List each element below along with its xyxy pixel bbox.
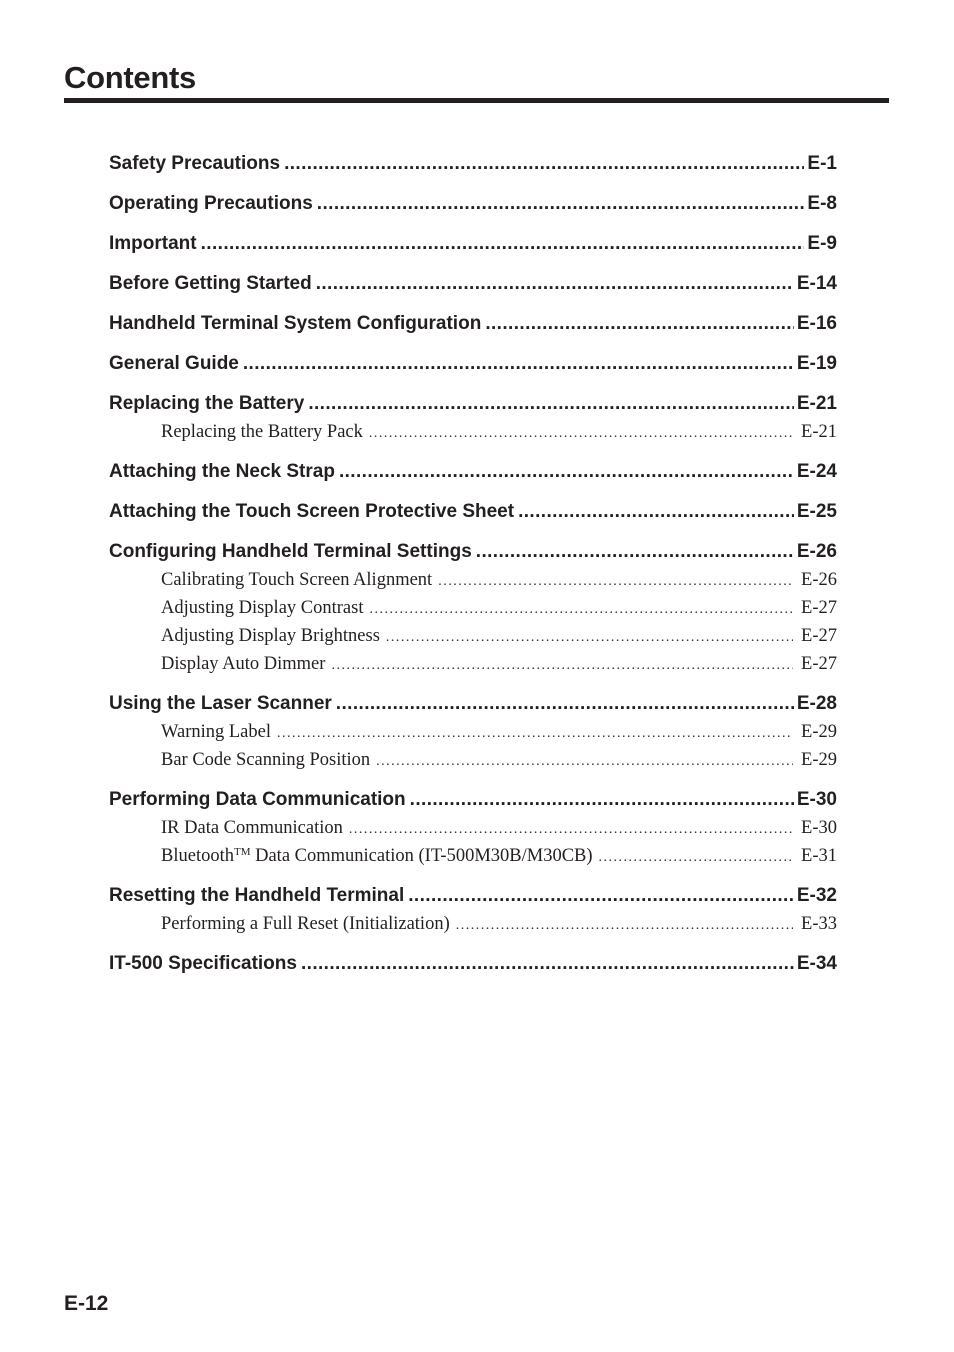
toc-subentry-title [161, 418, 363, 446]
toc-entry[interactable] [109, 458, 837, 486]
toc-section [109, 786, 837, 870]
toc-subentry[interactable] [109, 814, 837, 842]
toc-subentry-title-text: Bar Code Scanning Position [161, 750, 371, 770]
toc-entry-page: E-21 [796, 393, 837, 414]
toc-subentry-page: E-27 [801, 654, 837, 674]
toc-entry-title: Handheld Terminal System Configuration [109, 313, 482, 334]
toc-subentry-page: E-29 [801, 750, 837, 770]
toc-section [109, 390, 837, 446]
toc-section [109, 458, 837, 486]
toc-subentry-title [161, 814, 343, 842]
table-of-contents [109, 150, 837, 990]
toc-subentry[interactable] [109, 566, 837, 594]
toc-subentry-page: E-33 [801, 914, 837, 934]
page-title: Contents [64, 60, 196, 95]
toc-entry-title: Important [109, 233, 197, 254]
dot-leader [476, 538, 794, 566]
dot-leader [599, 844, 793, 872]
toc-subentry-title [161, 650, 325, 678]
dot-leader [518, 498, 794, 526]
toc-subentry-page: E-26 [801, 570, 837, 590]
toc-entry-page: E-32 [796, 885, 837, 906]
toc-entry-page: E-9 [807, 233, 837, 254]
toc-section [109, 190, 837, 218]
toc-subentry-title-text: Adjusting Display Contrast [161, 598, 364, 618]
dot-leader [284, 150, 804, 178]
toc-entry[interactable] [109, 150, 837, 178]
toc-section [109, 230, 837, 258]
toc-entry-page: E-14 [796, 273, 837, 294]
toc-entry-title: Using the Laser Scanner [109, 693, 332, 714]
dot-leader [331, 652, 793, 680]
toc-subentry-title [161, 718, 271, 746]
toc-entry[interactable] [109, 950, 837, 978]
toc-subentry-title [161, 842, 593, 870]
dot-leader [301, 950, 794, 978]
toc-subentry-page: E-27 [801, 598, 837, 618]
toc-subentry-title [161, 566, 432, 594]
toc-entry[interactable] [109, 310, 837, 338]
dot-leader [201, 230, 805, 258]
toc-entry[interactable] [109, 190, 837, 218]
toc-entry-page: E-8 [807, 193, 837, 214]
dot-leader [386, 624, 793, 652]
toc-subentry-title [161, 910, 450, 938]
toc-section [109, 950, 837, 978]
toc-entry-title: Safety Precautions [109, 153, 281, 174]
page-number: E-12 [64, 1292, 109, 1315]
dot-leader [277, 720, 793, 748]
toc-subentry-title-rest: Data Communication (IT-500M30B/M30CB) [250, 846, 593, 866]
dot-leader [485, 310, 794, 338]
toc-entry-title: Resetting the Handheld Terminal [109, 885, 405, 906]
toc-entry-page: E-19 [796, 353, 837, 374]
toc-entry-title: IT-500 Specifications [109, 953, 297, 974]
toc-subentry-title-text: IR Data Communication [161, 818, 343, 838]
toc-entry[interactable] [109, 786, 837, 814]
toc-section [109, 690, 837, 774]
toc-entry-page: E-16 [796, 313, 837, 334]
toc-subentry-title-text: Bluetooth [161, 846, 234, 866]
toc-subentry[interactable] [109, 842, 837, 870]
toc-subentry-title-text: Display Auto Dimmer [161, 654, 326, 674]
toc-entry-title: Replacing the Battery [109, 393, 305, 414]
dot-leader [317, 190, 805, 218]
toc-subentry-title-text: Adjusting Display Brightness [161, 626, 380, 646]
dot-leader [369, 596, 793, 624]
dot-leader [308, 390, 794, 418]
toc-subentry-page: E-27 [801, 626, 837, 646]
toc-entry-page: E-30 [796, 789, 837, 810]
toc-subentry-title [161, 622, 380, 650]
toc-entry[interactable] [109, 390, 837, 418]
toc-section [109, 882, 837, 938]
dot-leader [376, 748, 793, 776]
toc-subentry[interactable] [109, 622, 837, 650]
toc-entry[interactable] [109, 498, 837, 526]
toc-subentry-title [161, 594, 363, 622]
toc-entry[interactable] [109, 690, 837, 718]
dot-leader [369, 420, 793, 448]
toc-entry-title: Configuring Handheld Terminal Settings [109, 541, 472, 562]
toc-subentry-title-text: Calibrating Touch Screen Alignment [161, 570, 433, 590]
toc-section [109, 538, 837, 678]
toc-subentry[interactable] [109, 746, 837, 774]
toc-entry-page: E-25 [796, 501, 837, 522]
toc-subentry[interactable] [109, 594, 837, 622]
toc-section [109, 310, 837, 338]
toc-entry-title: General Guide [109, 353, 239, 374]
toc-entry[interactable] [109, 882, 837, 910]
toc-subentry-title-text: Performing a Full Reset (Initialization) [161, 914, 450, 934]
toc-subentry-page: E-29 [801, 722, 837, 742]
toc-subentry-page: E-30 [801, 818, 837, 838]
toc-section [109, 150, 837, 178]
toc-entry-title: Attaching the Neck Strap [109, 461, 335, 482]
toc-subentry-title-text: Replacing the Battery Pack [161, 422, 363, 442]
toc-subentry[interactable] [109, 418, 837, 446]
toc-section [109, 498, 837, 526]
dot-leader [316, 270, 794, 298]
toc-entry-page: E-28 [796, 693, 837, 714]
toc-entry-title: Performing Data Communication [109, 789, 406, 810]
toc-subentry-title-text: Warning Label [161, 722, 271, 742]
toc-subentry-title [161, 746, 370, 774]
toc-entry[interactable] [109, 230, 837, 258]
dot-leader [336, 690, 794, 718]
dot-leader [410, 786, 794, 814]
toc-entry-title: Attaching the Touch Screen Protective Sheet [109, 501, 515, 522]
toc-subentry[interactable] [109, 910, 837, 938]
toc-entry-page: E-26 [796, 541, 837, 562]
dot-leader [349, 816, 793, 844]
toc-subentry-page: E-21 [801, 422, 837, 442]
toc-entry[interactable] [109, 538, 837, 566]
toc-section [109, 270, 837, 298]
toc-subentry-page: E-31 [801, 846, 837, 866]
toc-subentry[interactable] [109, 718, 837, 746]
toc-entry-page: E-1 [807, 153, 837, 174]
title-rule [64, 98, 889, 103]
toc-section [109, 350, 837, 378]
dot-leader [243, 350, 794, 378]
trademark-mark: TM [233, 846, 251, 858]
toc-subentry[interactable] [109, 650, 837, 678]
dot-leader [408, 882, 794, 910]
toc-entry-page: E-24 [796, 461, 837, 482]
toc-entry[interactable] [109, 350, 837, 378]
toc-entry-title: Before Getting Started [109, 273, 312, 294]
dot-leader [438, 568, 793, 596]
toc-entry[interactable] [109, 270, 837, 298]
dot-leader [456, 912, 793, 940]
dot-leader [339, 458, 794, 486]
toc-entry-page: E-34 [796, 953, 837, 974]
toc-entry-title: Operating Precautions [109, 193, 313, 214]
